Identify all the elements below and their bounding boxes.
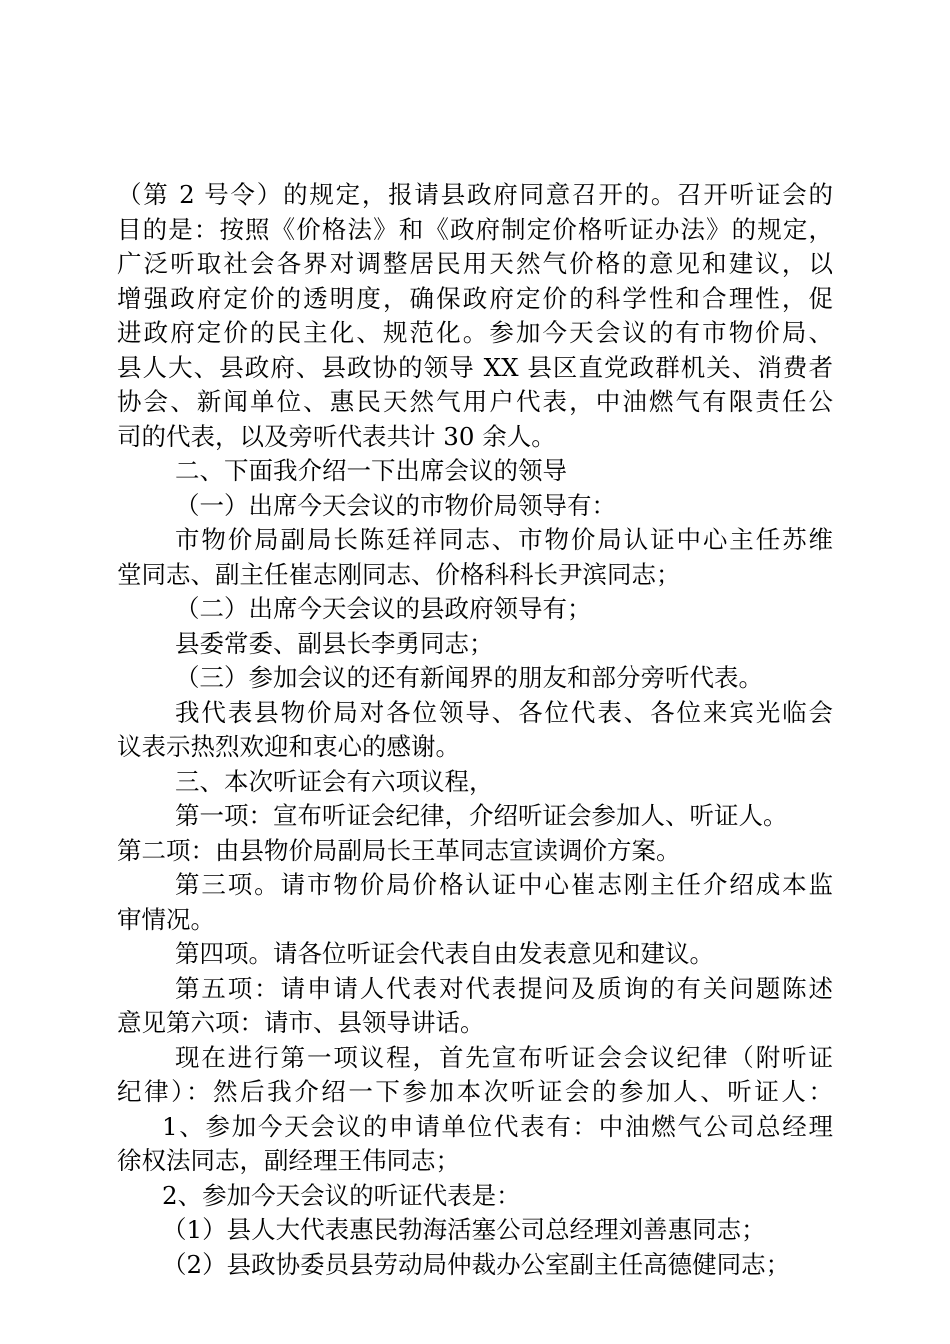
paragraph-line: 司的代表，以及旁听代表共计 30 余人。 — [117, 421, 556, 451]
list-item: 徐权法同志，副经理王伟同志； — [117, 1146, 460, 1175]
subsection-heading: （一）出席今天会议的市物价局领导有： — [175, 490, 616, 520]
list-item: （2）县政协委员县劳动局仲裁办公室副主任高德健同志； — [162, 1249, 791, 1279]
paragraph-line: 协会、新闻单位、惠民天然气用户代表，中油燃气有限责任公 — [117, 387, 833, 416]
list-item: 2、参加今天会议的听证代表是： — [162, 1180, 521, 1210]
list-item: 1、参加今天会议的申请单位代表有：中油燃气公司总经理 — [162, 1111, 833, 1141]
paragraph-line: 广泛听取社会各界对调整居民用天然气价格的意见和建议，以 — [117, 249, 833, 278]
paragraph-line: 县人大、县政府、县政协的领导 XX 县区直党政群机关、消费者 — [117, 352, 833, 382]
paragraph-line: 纪律）：然后我介绍一下参加本次听证会的参加人、听证人： — [117, 1077, 833, 1106]
paragraph-line: 议表示热烈欢迎和衷心的感谢。 — [117, 732, 460, 761]
section-heading: 三、本次听证会有六项议程， — [175, 766, 494, 796]
subsection-heading: （三）参加会议的还有新闻界的朋友和部分旁听代表。 — [175, 663, 763, 692]
paragraph-line: 县委常委、副县长李勇同志； — [175, 628, 494, 658]
paragraph-line: 堂同志、副主任崔志刚同志、价格科科长尹滨同志； — [117, 559, 681, 589]
paragraph-line: 市物价局副局长陈廷祥同志、市物价局认证中心主任苏维 — [175, 525, 833, 554]
agenda-item: 第四项。请各位听证会代表自由发表意见和建议。 — [175, 939, 714, 968]
paragraph-line: 增强政府定价的透明度，确保政府定价的科学性和合理性，促 — [117, 283, 833, 313]
agenda-item: 第五项：请申请人代表对代表提问及质询的有关问题陈述 — [175, 973, 833, 1003]
document-body — [117, 178, 833, 1282]
section-heading: 二、下面我介绍一下出席会议的领导 — [175, 456, 567, 485]
agenda-item: 审情况。 — [117, 904, 215, 934]
agenda-item: 第一项：宣布听证会纪律，介绍听证会参加人、听证人。 — [175, 801, 788, 830]
list-item: （1）县人大代表惠民勃海活塞公司总经理刘善惠同志； — [162, 1215, 766, 1244]
paragraph-line: 现在进行第一项议程，首先宣布听证会会议纪律（附听证 — [175, 1042, 833, 1072]
paragraph-line: （第 2 号令）的规定，报请县政府同意召开的。召开听证会的 — [117, 180, 833, 209]
paragraph-line: 我代表县物价局对各位领导、各位代表、各位来宾光临会 — [175, 697, 833, 727]
subsection-heading: （二）出席今天会议的县政府领导有； — [175, 594, 592, 623]
agenda-item: 第三项。请市物价局价格认证中心崔志刚主任介绍成本监 — [175, 870, 833, 899]
paragraph-line: 进政府定价的民主化、规范化。参加今天会议的有市物价局、 — [117, 318, 833, 347]
agenda-item: 意见第六项：请市、县领导讲话。 — [117, 1008, 485, 1037]
agenda-item: 第二项：由县物价局副局长王革同志宣读调价方案。 — [117, 835, 681, 865]
paragraph-line: 目的是：按照《价格法》和《政府制定价格听证办法》的规定， — [117, 214, 833, 244]
